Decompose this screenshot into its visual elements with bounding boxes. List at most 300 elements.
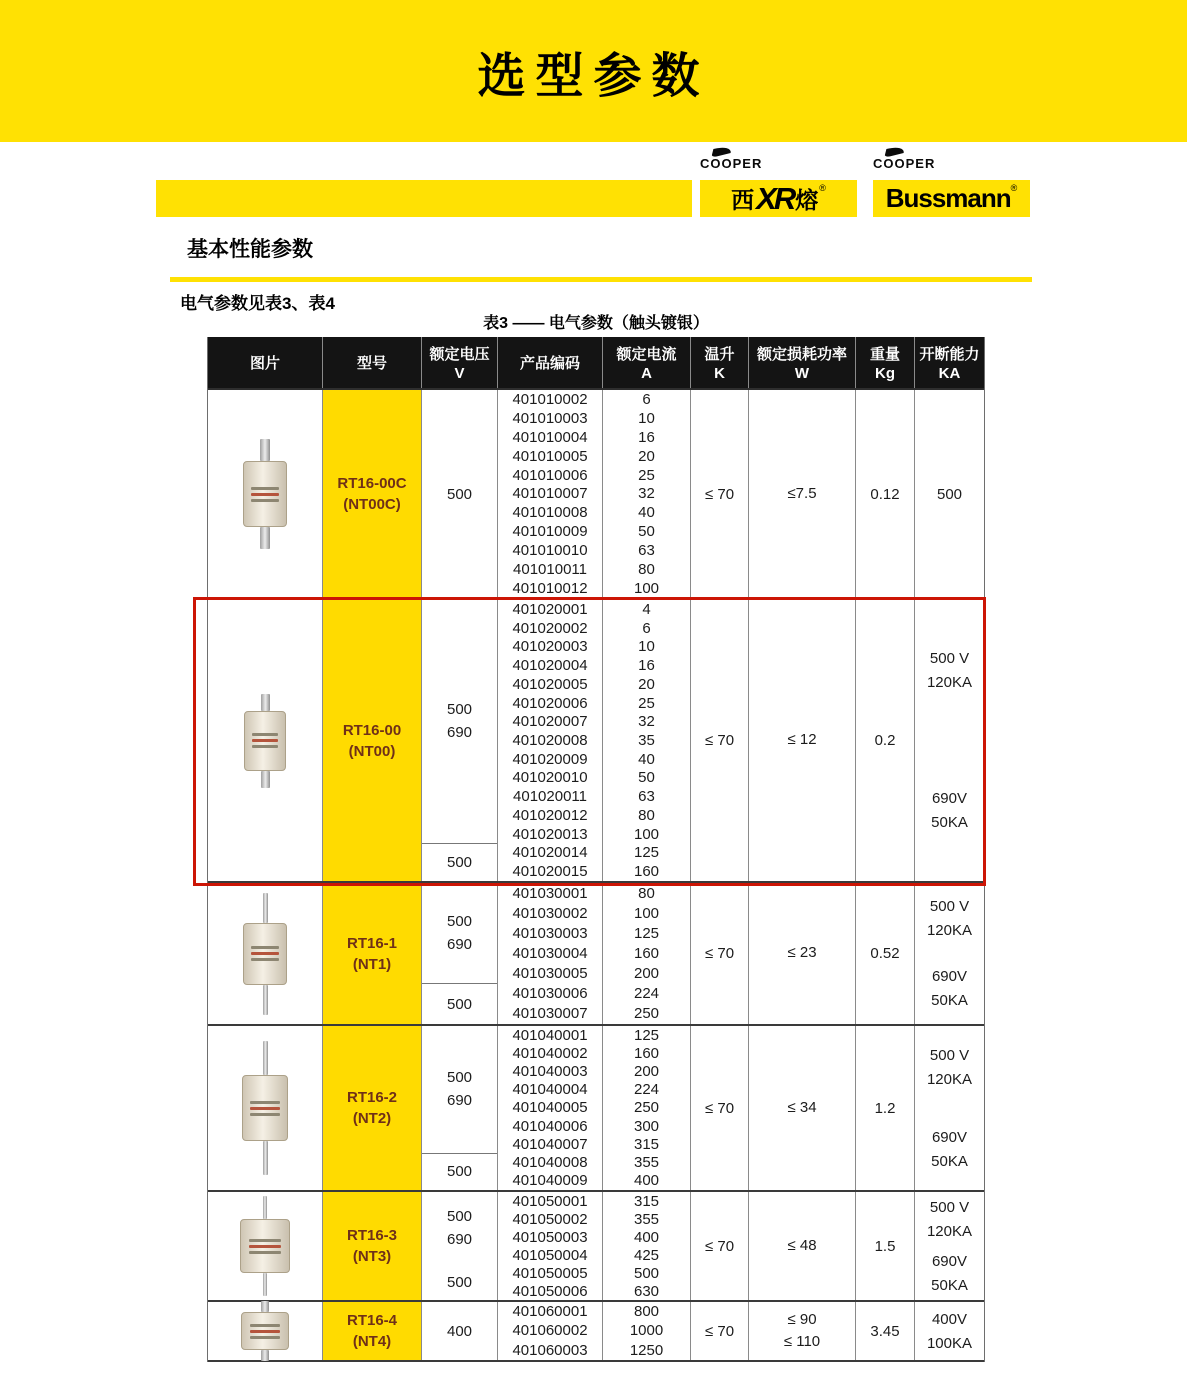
current-value: 40 <box>638 504 655 522</box>
product-code: 401060001 <box>512 1303 588 1321</box>
current-value: 300 <box>633 1117 660 1135</box>
fuse-body <box>240 1219 290 1273</box>
voltage-lower <box>422 844 497 881</box>
column-unit: W <box>794 365 810 382</box>
fuse-label-line <box>252 745 278 748</box>
fuse-label-line <box>252 739 278 742</box>
voltage-lower <box>422 1154 497 1190</box>
column-header <box>208 337 323 388</box>
product-code: 401020006 <box>512 694 588 712</box>
voltage-value: 500 <box>446 1208 473 1225</box>
current-value: 160 <box>633 1044 660 1062</box>
product-code: 401010011 <box>513 561 587 579</box>
product-code: 401040008 <box>512 1154 588 1172</box>
product-code: 401050001 <box>512 1192 588 1210</box>
xirong-logo-char-right: 熔 <box>795 187 819 213</box>
product-image-cell <box>208 390 323 598</box>
current-value: 63 <box>638 542 655 560</box>
voltage-value: 500 <box>446 1163 473 1181</box>
product-code: 401010009 <box>512 523 588 541</box>
current-value: 80 <box>638 806 655 824</box>
capacity-690v <box>931 1253 968 1294</box>
voltage-upper <box>422 883 497 984</box>
registered-mark: ® <box>1010 183 1018 193</box>
current-value: 200 <box>633 965 660 983</box>
capacity-line: 50KA <box>931 1152 968 1170</box>
temp-rise-value: ≤ 70 <box>704 732 735 749</box>
row-group-rt16-1 <box>208 883 984 1026</box>
product-code: 401050005 <box>512 1264 588 1282</box>
xirong-logo-char-left: 西 <box>731 187 755 213</box>
capacity-line: 120KA <box>926 673 973 691</box>
temp-rise-value: ≤ 70 <box>704 1237 735 1255</box>
current-value: 500 <box>633 1264 660 1282</box>
fuse-blade-top <box>263 893 268 923</box>
capacity-cell <box>915 390 984 598</box>
fuse-label-line <box>251 499 279 502</box>
fuse-blade-top <box>263 1196 267 1219</box>
product-code: 401010004 <box>512 428 588 446</box>
fuse-label-line <box>251 487 279 490</box>
spec-table <box>207 337 985 1362</box>
fuse-label-line <box>250 1324 280 1327</box>
current-value: 125 <box>633 844 660 862</box>
fuse-label-line <box>249 1239 281 1242</box>
current-value: 20 <box>638 447 655 465</box>
fuse-body <box>241 1312 289 1350</box>
fuse-label-line <box>251 493 279 496</box>
column-unit: K <box>714 365 725 382</box>
table-header <box>208 337 984 390</box>
capacity-line: 690V <box>931 1128 968 1146</box>
fuse-photo-rt16-4 <box>241 1301 289 1361</box>
code-column <box>498 390 603 598</box>
code-column <box>498 883 603 1024</box>
model-cell <box>323 390 422 598</box>
power-loss-cell <box>749 883 856 1024</box>
power-loss-cell <box>749 1026 856 1190</box>
yellow-divider-bar <box>156 180 692 217</box>
model-alt-name: (NT2) <box>352 1110 392 1127</box>
current-column <box>603 883 691 1024</box>
capacity-line: 100KA <box>926 1334 973 1352</box>
current-value: 16 <box>638 428 655 446</box>
voltage-cell <box>422 390 498 598</box>
current-value: 35 <box>638 732 655 749</box>
weight-cell <box>856 1026 915 1190</box>
current-value: 125 <box>633 1026 660 1044</box>
voltage-upper <box>422 600 497 844</box>
capacity-500v <box>927 1199 972 1240</box>
current-column <box>603 1192 691 1300</box>
column-header <box>323 337 422 388</box>
product-image-cell <box>208 1026 323 1190</box>
column-label: 温升 <box>704 346 735 363</box>
capacity-cell <box>915 1192 984 1300</box>
product-code: 401020001 <box>512 600 588 618</box>
capacity-line: 120KA <box>926 1222 973 1240</box>
model-cell <box>323 1302 422 1360</box>
weight-cell <box>856 883 915 1024</box>
fuse-blade-top <box>261 694 270 711</box>
product-code: 401040007 <box>512 1135 588 1153</box>
fuse-body <box>243 461 287 527</box>
capacity-line: 500 V <box>929 1198 970 1216</box>
current-value: 315 <box>633 1192 660 1210</box>
model-name: RT16-1 <box>346 934 398 952</box>
product-code: 401030001 <box>512 884 588 902</box>
power-loss-value: ≤ 34 <box>787 1098 817 1116</box>
yellow-underline <box>170 277 1032 282</box>
voltage-cell <box>422 1302 498 1360</box>
model-name: RT16-00C <box>337 475 407 492</box>
page-banner <box>0 0 1187 142</box>
capacity-cell <box>915 1302 984 1360</box>
capacity-500v <box>927 898 972 939</box>
current-value: 355 <box>633 1210 660 1228</box>
weight-value: 0.52 <box>870 945 900 962</box>
fuse-label-line <box>251 946 279 949</box>
column-header <box>603 337 691 388</box>
weight-value: 1.5 <box>874 1237 896 1255</box>
power-loss-cell <box>749 390 856 598</box>
weight-cell <box>856 1192 915 1300</box>
bussmann-logo-text: Bussmann <box>885 183 1011 213</box>
voltage-upper <box>422 1026 497 1154</box>
power-loss-value: ≤ 90 <box>787 1310 817 1328</box>
voltage-upper <box>422 1192 497 1264</box>
model-cell <box>323 883 422 1024</box>
temp-rise-value: ≤ 70 <box>704 485 735 503</box>
current-value: 50 <box>638 523 655 541</box>
capacity-cell <box>915 600 984 881</box>
model-alt-name: (NT00C) <box>343 496 401 513</box>
product-image-cell <box>208 1192 323 1300</box>
current-value: 315 <box>633 1135 660 1153</box>
capacity-line: 500 V <box>929 1046 970 1064</box>
capacity-line: 500 V <box>929 649 970 667</box>
column-header <box>691 337 749 388</box>
product-code: 401040004 <box>512 1081 588 1099</box>
cooper-logo <box>873 156 935 171</box>
fuse-blade-top <box>261 1301 269 1312</box>
product-code: 401050003 <box>512 1228 588 1246</box>
product-code: 401020010 <box>512 769 588 787</box>
model-cell <box>323 1026 422 1190</box>
product-code: 401040009 <box>512 1172 588 1190</box>
column-label: 额定电流 <box>616 346 677 363</box>
cooper-logo <box>700 156 762 171</box>
row-group-rt16-00c <box>208 390 984 600</box>
column-header <box>749 337 856 388</box>
code-column <box>498 1302 603 1360</box>
fuse-blade-bottom <box>260 527 270 549</box>
current-value: 400 <box>633 1228 660 1246</box>
temp-rise-value: ≤ 70 <box>704 945 735 962</box>
product-image-cell <box>208 1302 323 1360</box>
model-cell <box>323 1192 422 1300</box>
column-unit: A <box>641 365 652 382</box>
product-code: 401010005 <box>512 447 588 465</box>
product-code: 401010007 <box>512 485 588 503</box>
column-label: 额定电压 <box>429 346 490 363</box>
column-label: 额定损耗功率 <box>756 346 847 363</box>
fuse-blade-bottom <box>261 1350 269 1361</box>
model-alt-name: (NT4) <box>352 1333 392 1350</box>
fuse-label-line <box>251 958 279 961</box>
cooper-logo-text: COOPER <box>873 156 936 171</box>
current-value: 50 <box>638 769 655 787</box>
product-code: 401040003 <box>512 1063 588 1081</box>
fuse-photo-rt16-00 <box>244 694 286 788</box>
model-cell <box>323 600 422 881</box>
current-value: 20 <box>638 675 655 693</box>
product-code: 401050004 <box>512 1246 588 1264</box>
fuse-body <box>244 711 286 771</box>
fuse-label-line <box>250 1113 280 1116</box>
current-value: 800 <box>633 1303 660 1321</box>
capacity-500v <box>927 1047 972 1088</box>
current-value: 80 <box>638 884 655 902</box>
product-code: 401020007 <box>512 713 588 731</box>
power-loss-value: ≤ 110 <box>783 1333 821 1350</box>
product-code: 401030007 <box>512 1005 588 1023</box>
weight-value: 0.2 <box>874 732 896 749</box>
current-value: 224 <box>633 985 660 1003</box>
capacity-line: 50KA <box>931 1276 968 1294</box>
current-value: 160 <box>633 944 660 962</box>
capacity-line: 690V <box>931 790 968 808</box>
model-name: RT16-2 <box>346 1089 398 1106</box>
column-label: 图片 <box>249 355 280 372</box>
capacity-line: 120KA <box>926 921 973 939</box>
current-value: 250 <box>633 1005 660 1023</box>
current-value: 63 <box>638 788 655 806</box>
weight-value: 0.12 <box>870 485 900 503</box>
model-alt-name: (NT00) <box>348 742 396 760</box>
current-value: 250 <box>633 1099 660 1117</box>
capacity-cell <box>915 883 984 1024</box>
voltage-cell <box>422 1026 498 1190</box>
voltage-cell <box>422 600 498 881</box>
product-code: 401010012 <box>512 580 588 598</box>
power-loss-value: ≤ 48 <box>787 1236 817 1254</box>
product-code: 401010008 <box>512 504 588 522</box>
column-header <box>422 337 498 388</box>
product-code: 401010006 <box>512 466 588 484</box>
capacity-line: 500 <box>936 485 963 503</box>
current-column <box>603 1026 691 1190</box>
current-value: 6 <box>642 619 651 637</box>
product-code: 401030005 <box>512 965 588 983</box>
capacity-500v <box>927 650 972 691</box>
column-label: 产品编码 <box>519 355 580 372</box>
column-unit: Kg <box>875 365 895 382</box>
code-column <box>498 1026 603 1190</box>
product-code: 401010010 <box>512 542 588 560</box>
weight-value: 3.45 <box>870 1322 900 1340</box>
product-code: 401030003 <box>512 924 588 942</box>
current-value: 425 <box>633 1246 660 1264</box>
voltage-value: 500 <box>446 1069 473 1087</box>
current-value: 224 <box>633 1081 660 1099</box>
xirong-logo-xr: XR <box>756 180 794 216</box>
fuse-label-line <box>251 952 279 955</box>
capacity-690v <box>931 968 968 1009</box>
product-code: 401060003 <box>512 1341 588 1359</box>
weight-value: 1.2 <box>874 1099 896 1117</box>
xirong-logo <box>700 180 857 217</box>
product-code: 401040002 <box>512 1044 588 1062</box>
model-name: RT16-00 <box>342 721 402 739</box>
product-code: 401060002 <box>512 1322 588 1340</box>
current-value: 100 <box>633 825 660 843</box>
fuse-photo-rt16-1 <box>243 893 287 1015</box>
temp-rise-cell <box>691 600 749 881</box>
column-header <box>915 337 984 388</box>
current-value: 400 <box>633 1172 660 1190</box>
current-value: 25 <box>638 466 655 484</box>
voltage-lower <box>422 1264 497 1300</box>
product-code: 401030002 <box>512 904 588 922</box>
product-code: 401020013 <box>512 825 588 843</box>
product-image-cell <box>208 600 323 881</box>
power-loss-value: ≤ 23 <box>787 944 817 962</box>
column-label: 开断能力 <box>919 346 980 363</box>
product-code: 401050006 <box>512 1282 588 1300</box>
table-caption: 表3 —— 电气参数（触头镀银） <box>483 315 709 332</box>
fuse-label-line <box>250 1330 280 1333</box>
voltage-cell <box>422 1192 498 1300</box>
product-code: 401020011 <box>513 788 587 806</box>
fuse-body <box>243 923 287 985</box>
column-unit: KA <box>938 365 961 382</box>
product-code: 401040005 <box>512 1099 588 1117</box>
temp-rise-value: ≤ 70 <box>704 1322 735 1340</box>
product-code: 401030006 <box>512 985 588 1003</box>
cooper-logo-text: COOPER <box>700 156 763 171</box>
current-value: 100 <box>633 904 660 922</box>
product-code: 401010003 <box>512 409 588 427</box>
fuse-blade-bottom <box>263 985 268 1015</box>
page-title: 选型参数 <box>477 49 710 103</box>
product-code: 401020015 <box>512 863 588 881</box>
fuse-blade-bottom <box>261 771 270 788</box>
row-group-rt16-2 <box>208 1026 984 1192</box>
current-value: 32 <box>638 485 655 503</box>
product-code: 401020004 <box>512 657 588 675</box>
fuse-label-line <box>249 1245 281 1248</box>
fuse-photo-rt16-00c <box>243 439 287 549</box>
voltage-value: 690 <box>446 1231 473 1248</box>
column-label: 型号 <box>356 355 387 372</box>
product-image-cell <box>208 883 323 1024</box>
current-value: 125 <box>633 924 660 942</box>
column-label: 重量 <box>869 346 900 363</box>
product-code: 401040006 <box>512 1117 588 1135</box>
fuse-photo-rt16-2 <box>242 1041 288 1175</box>
bussmann-logo <box>873 180 1030 217</box>
current-value: 355 <box>633 1154 660 1172</box>
capacity-line: 50KA <box>931 992 968 1010</box>
current-value: 32 <box>638 713 655 731</box>
model-alt-name: (NT1) <box>352 955 392 973</box>
capacity-690v <box>931 790 968 831</box>
product-code: 401020008 <box>512 732 588 749</box>
model-alt-name: (NT3) <box>352 1248 392 1265</box>
voltage-value: 500 <box>446 995 473 1013</box>
capacity-line: 50KA <box>931 814 968 832</box>
fuse-blade-top <box>260 439 270 461</box>
current-value: 4 <box>642 600 651 618</box>
voltage-value: 500 <box>446 485 473 503</box>
fuse-blade-bottom <box>263 1141 268 1175</box>
fuse-photo-rt16-3 <box>240 1196 290 1296</box>
current-value: 1250 <box>629 1341 664 1359</box>
product-code: 401020003 <box>512 638 588 656</box>
weight-cell <box>856 1302 915 1360</box>
current-column <box>603 1302 691 1360</box>
current-value: 80 <box>638 561 655 579</box>
column-unit: V <box>454 365 465 382</box>
model-name: RT16-3 <box>346 1227 398 1244</box>
temp-rise-value: ≤ 70 <box>704 1099 735 1117</box>
power-loss-value: ≤7.5 <box>787 484 817 502</box>
temp-rise-cell <box>691 1302 749 1360</box>
voltage-cell <box>422 883 498 1024</box>
current-column <box>603 390 691 598</box>
fuse-blade-top <box>263 1041 268 1075</box>
voltage-value: 690 <box>446 724 473 742</box>
voltage-value: 500 <box>446 853 473 871</box>
capacity-cell <box>915 1026 984 1190</box>
current-value: 10 <box>638 409 655 427</box>
current-value: 1000 <box>629 1322 664 1340</box>
temp-rise-cell <box>691 390 749 598</box>
current-value: 160 <box>633 863 660 881</box>
temp-rise-cell <box>691 1192 749 1300</box>
product-code: 401020009 <box>512 750 588 768</box>
product-code: 401050002 <box>512 1210 588 1228</box>
temp-rise-cell <box>691 883 749 1024</box>
column-header <box>498 337 603 388</box>
capacity-line: 120KA <box>926 1070 973 1088</box>
voltage-lower <box>422 984 497 1024</box>
code-column <box>498 600 603 881</box>
capacity-line: 690V <box>931 1252 968 1270</box>
product-code: 401020005 <box>512 675 588 693</box>
power-loss-cell <box>749 600 856 881</box>
voltage-value: 400 <box>446 1322 473 1340</box>
voltage-value: 690 <box>446 936 473 953</box>
row-group-rt16-4 <box>208 1302 984 1362</box>
capacity-line: 690V <box>931 968 968 986</box>
product-code: 401040001 <box>512 1026 588 1044</box>
product-code: 401030004 <box>512 944 588 962</box>
voltage-value: 500 <box>446 913 473 930</box>
product-code: 401020002 <box>512 619 588 637</box>
fuse-body <box>242 1075 288 1141</box>
weight-cell <box>856 390 915 598</box>
registered-mark: ® <box>819 183 826 193</box>
product-code: 401020012 <box>512 806 588 824</box>
row-group-rt16-3 <box>208 1192 984 1302</box>
model-name: RT16-4 <box>346 1312 398 1329</box>
capacity-690v <box>931 1129 968 1170</box>
current-value: 6 <box>642 390 651 408</box>
voltage-value: 690 <box>446 1092 473 1110</box>
temp-rise-cell <box>691 1026 749 1190</box>
